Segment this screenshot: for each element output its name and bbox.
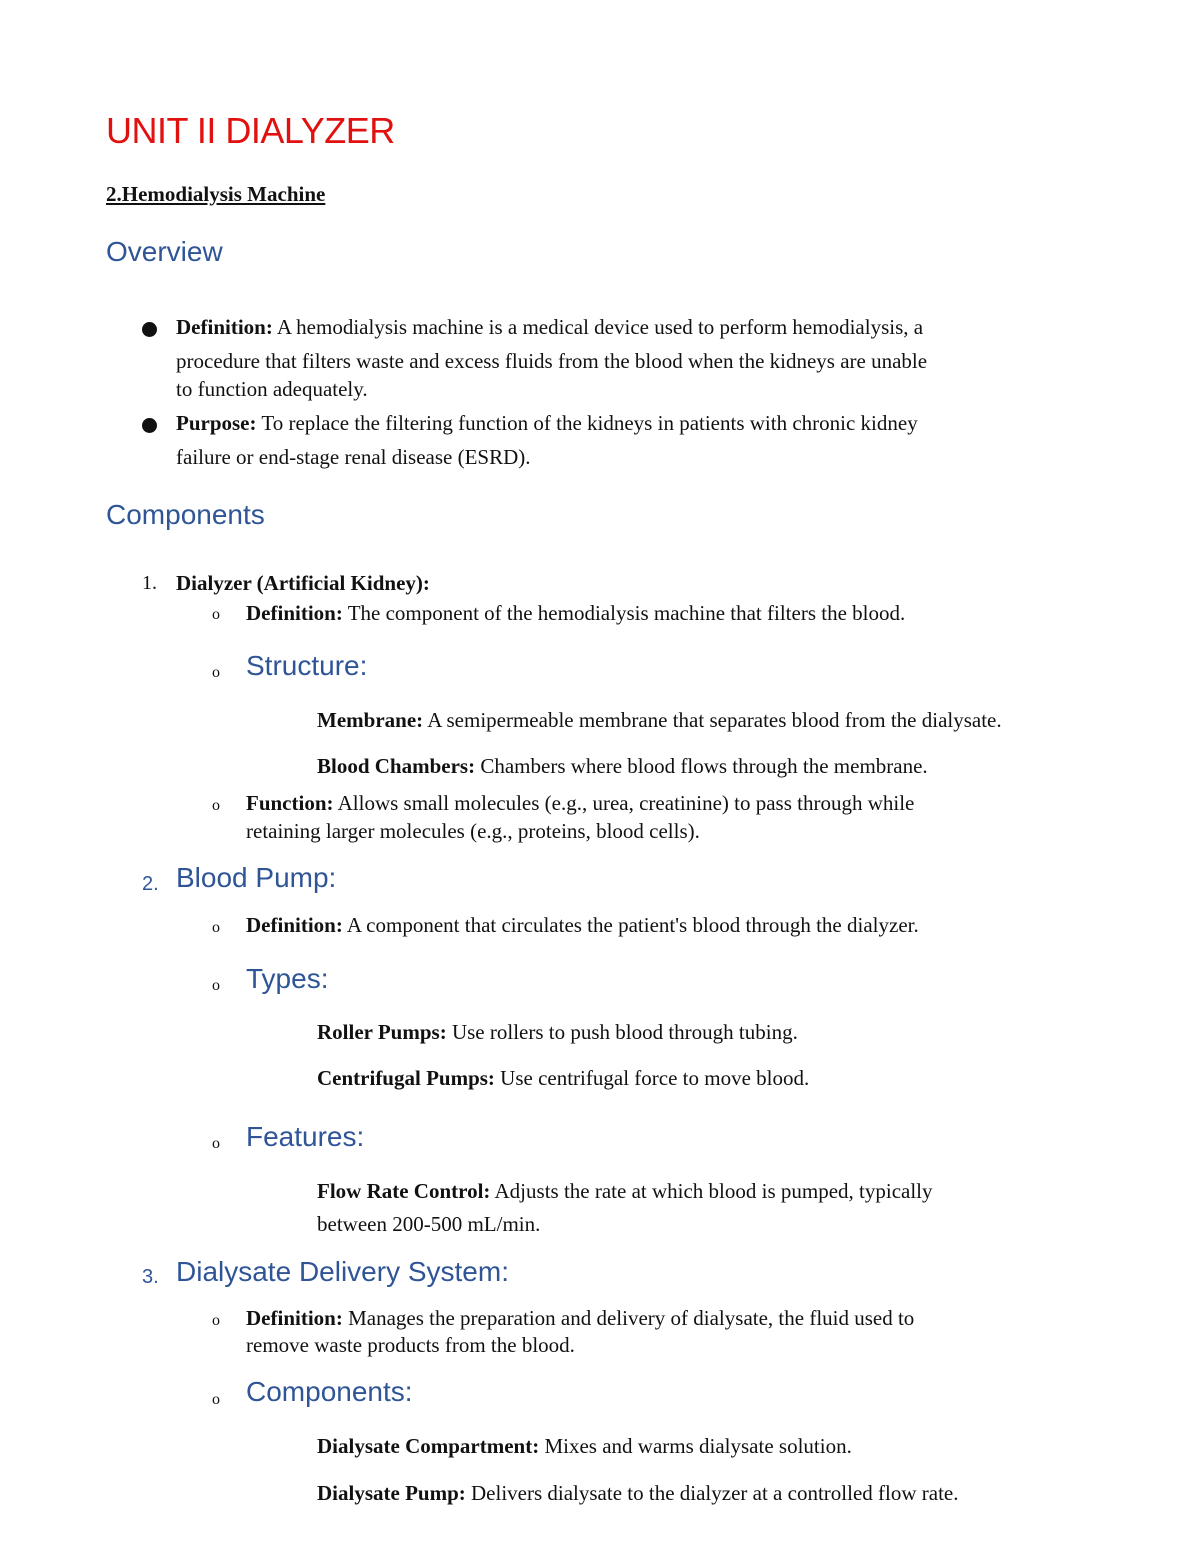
function-label: Function: xyxy=(246,791,334,815)
overview-definition-label: Definition: xyxy=(176,315,273,339)
overview-purpose-text: To replace the filtering function of the kidneys in patients with chronic kidney xyxy=(261,411,918,435)
blood-chambers-text: Chambers where blood flows through the membrane. xyxy=(480,754,928,778)
structure-heading: Structure: xyxy=(246,650,368,681)
centrifugal-pumps-label: Centrifugal Pumps: xyxy=(317,1066,495,1090)
roller-pumps-label: Roller Pumps: xyxy=(317,1020,447,1044)
blood-pump-title: Blood Pump: xyxy=(176,862,337,893)
sub-bullet: o xyxy=(212,664,220,681)
dialysate-system-title: Dialysate Delivery System: xyxy=(176,1256,509,1287)
types-centrifugal-pumps xyxy=(317,1066,809,1091)
list-number: 1. xyxy=(142,572,157,594)
overview-purpose-label: Purpose: xyxy=(176,411,257,435)
dialysate-definition-text: Manages the preparation and delivery of dialysate, the fluid used to xyxy=(348,1306,915,1330)
features-heading: Features: xyxy=(246,1121,365,1152)
blood-pump-definition-text: A component that circulates the patient's blood through the dialyzer. xyxy=(346,913,919,937)
unit-title: UNIT II DIALYZER xyxy=(106,110,395,151)
centrifugal-pumps-text: Use centrifugal force to move blood. xyxy=(500,1066,810,1090)
overview-definition-text: A hemodialysis machine is a medical device used to perform hemodialysis, a xyxy=(276,315,924,339)
roller-pumps-text: Use rollers to push blood through tubing. xyxy=(451,1020,798,1044)
overview-definition-line1 xyxy=(176,315,923,340)
sub-bullet: o xyxy=(212,797,220,814)
sub-bullet: o xyxy=(212,606,220,623)
dialysate-components-heading: Components: xyxy=(246,1376,413,1407)
dialysate-compartment-text: Mixes and warms dialysate solution. xyxy=(544,1434,852,1458)
bullet-dot xyxy=(142,418,157,433)
sub-bullet: o xyxy=(212,977,220,994)
types-heading: Types: xyxy=(246,963,329,994)
list-number: 3. xyxy=(142,1266,159,1288)
overview-definition-line3: to function adequately. xyxy=(176,377,368,401)
membrane-label: Membrane: xyxy=(317,708,424,732)
overview-purpose-line2: failure or end-stage renal disease (ESRD). xyxy=(176,445,531,469)
overview-definition-line2: procedure that filters waste and excess fluids from the blood when the kidneys are unable xyxy=(176,349,928,373)
dialyzer-definition-text: The component of the hemodialysis machine that filters the blood. xyxy=(347,601,906,625)
dialysate-definition-line2: remove waste products from the blood. xyxy=(246,1333,575,1357)
dialyzer-definition xyxy=(246,601,905,626)
types-roller-pumps xyxy=(317,1020,798,1045)
flow-rate-text: Adjusts the rate at which blood is pumped, typically xyxy=(494,1179,933,1203)
features-flow-rate-line1 xyxy=(317,1179,933,1204)
dialysate-pump-label: Dialysate Pump: xyxy=(317,1481,466,1505)
blood-chambers-label: Blood Chambers: xyxy=(317,754,476,778)
dialysate-definition-label: Definition: xyxy=(246,1306,343,1330)
list-number: 2. xyxy=(142,873,159,895)
flow-rate-label: Flow Rate Control: xyxy=(317,1179,491,1203)
sub-bullet: o xyxy=(212,1391,220,1408)
dialysate-definition-line1 xyxy=(246,1306,914,1331)
dialysate-compartment-label: Dialysate Compartment: xyxy=(317,1434,540,1458)
dialyzer-function-line2: retaining larger molecules (e.g., proteins, blood cells). xyxy=(246,819,700,843)
overview-heading: Overview xyxy=(106,236,223,267)
components-heading: Components xyxy=(106,499,265,530)
membrane-text: A semipermeable membrane that separates blood from the dialysate. xyxy=(427,708,1002,732)
dialysate-pump-text: Delivers dialysate to the dialyzer at a controlled flow rate. xyxy=(471,1481,959,1505)
structure-blood-chambers xyxy=(317,754,928,779)
features-flow-rate-line2: between 200-500 mL/min. xyxy=(317,1212,541,1236)
dialysate-compartment xyxy=(317,1434,852,1459)
blood-pump-definition-label: Definition: xyxy=(246,913,343,937)
function-text: Allows small molecules (e.g., urea, creatinine) to pass through while xyxy=(337,791,915,815)
sub-bullet: o xyxy=(212,1312,220,1329)
dialysate-pump xyxy=(317,1481,958,1506)
dialyzer-title: Dialyzer (Artificial Kidney): xyxy=(176,571,430,595)
section-subtitle: 2.Hemodialysis Machine xyxy=(106,182,326,206)
blood-pump-definition xyxy=(246,913,919,938)
overview-purpose-line1 xyxy=(176,411,918,436)
sub-bullet: o xyxy=(212,1135,220,1152)
structure-membrane xyxy=(317,708,1002,733)
sub-bullet: o xyxy=(212,919,220,936)
dialyzer-function-line1 xyxy=(246,791,914,816)
bullet-dot xyxy=(142,322,157,337)
dialyzer-definition-label: Definition: xyxy=(246,601,343,625)
